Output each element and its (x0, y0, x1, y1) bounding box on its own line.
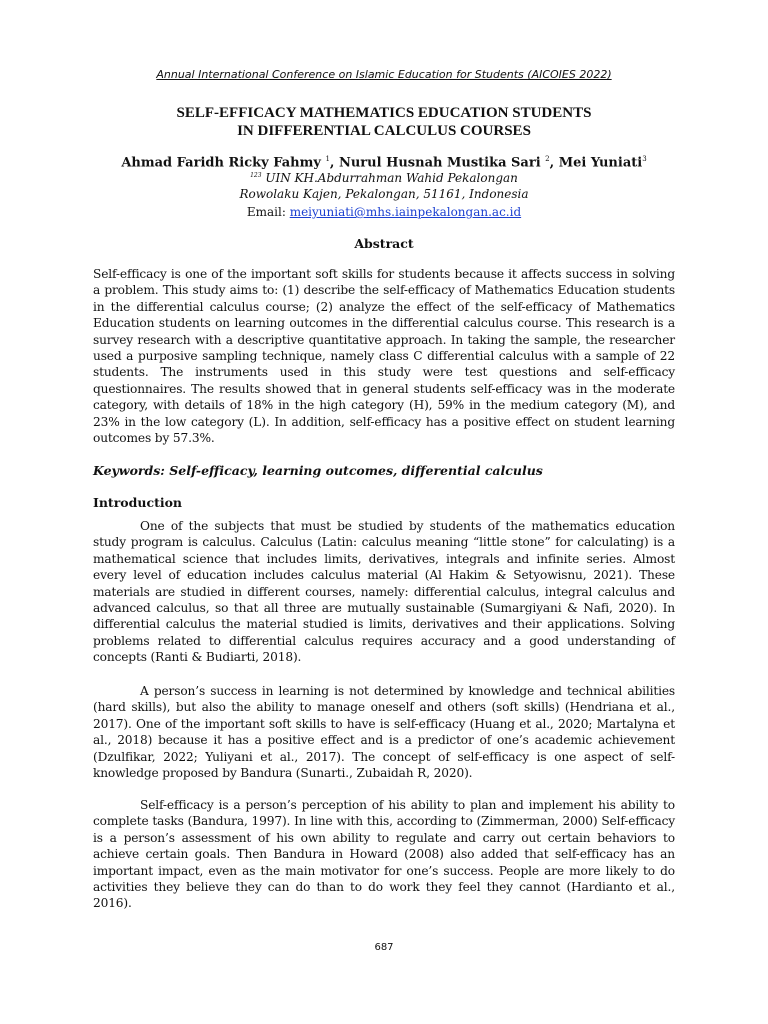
author-separator: , (329, 155, 339, 171)
author-list (0, 155, 768, 170)
introduction-paragraph-2: A person’s success in learning is not determined by knowledge and technical abilities (hard skills), but also the ability to manage oneself and others (soft skills) (Hendriana et al., 2017). One of the important soft skills to have is self-efficacy (Huang et al., 2020; Martalyna et al., 2018) because it has a positive effect and is a predictor of one’s academic achievement (Dzulfikar, 2022; Yuliyani et al., 2017). The concept of self-efficacy is one aspect of self-knowledge proposed by Bandura (Sunarti., Zubaidah R, 2020). (93, 684, 675, 781)
abstract-heading: Abstract (354, 236, 414, 251)
author-affil-mark: 3 (642, 155, 647, 163)
email-link[interactable]: meiyuniati@mhs.iainpekalongan.ac.id (289, 205, 522, 219)
author-affil-mark: 2 (545, 155, 550, 163)
author-name: Nurul Husnah Mustika Sari (338, 155, 546, 171)
abstract-text: Self-efficacy is one of the important soft skills for students because it affects success in solving a problem. This study aims to: (1) describe the self-efficacy of Mathematics Education students in the differential calculus course; (2) analyze the effect of the self-efficacy of Mathematics Education students on learning outcomes in the differential calculus course. This research is a survey research with a descriptive quantitative approach. In taking the sample, the researcher used a purposive sampling technique, namely class C differential calculus with a sample of 22 students. The instruments used in this study were test questions and self-efficacy questionnaires. The results showed that in general students self-efficacy was in the moderate category, with details of 18% in the high category (H), 59% in the medium category (M), and 23% in the low category (L). In addition, self-efficacy has a positive effect on student learning outcomes by 57.3%. (93, 267, 675, 446)
author-name: Ahmad Faridh Ricky Fahmy (121, 155, 326, 171)
keywords: Keywords: Self-efficacy, learning outcomes, differential calculus (93, 463, 543, 478)
title-line-2: IN DIFFERENTIAL CALCULUS COURSES (237, 123, 531, 139)
affiliation-marks: 123 (250, 172, 262, 179)
introduction-paragraph-3: Self-efficacy is a person’s perception of his ability to plan and implement his ability to complete tasks (Bandura, 1997). In line with this, according to (Zimmerman, 2000) Self-efficacy is a person’s assessment of his own ability to regulate and carry out certain behaviors to achieve certain goals. Then Bandura in Howard (2008) also added that self-efficacy has an important impact, even as the main motivator for one’s success. People are more likely to do activities they believe they can do than to do work they feel they cannot (Hardianto et al., 2016). (93, 798, 675, 911)
affiliation-institution (0, 171, 768, 185)
email-label: Email: (246, 205, 290, 219)
paper-title (0, 104, 768, 140)
affiliation-address: Rowolaku Kajen, Pekalongan, 51161, Indonesia (239, 187, 529, 201)
conference-header: Annual International Conference on Islamic Education for Students (AICOIES 2022) (156, 68, 612, 81)
author-name: Mei Yuniati (558, 155, 643, 171)
author-affil-mark: 1 (325, 155, 330, 163)
affiliation-name: UIN KH.Abdurrahman Wahid Pekalongan (261, 171, 518, 185)
email-line (0, 205, 768, 219)
author-separator: , (549, 155, 559, 171)
title-line-1: SELF-EFFICACY MATHEMATICS EDUCATION STUDENTS (176, 105, 592, 121)
page-number: 687 (374, 942, 394, 953)
introduction-paragraph-1: One of the subjects that must be studied by students of the mathematics education study program is calculus. Calculus (Latin: calculus meaning “little stone” for calculating) is a mathematical science that includes limits, derivatives, integrals and infinite series. Almost every level of education includes calculus material (Al Hakim & Setyowisnu, 2021). These materials are studied in different courses, namely: differential calculus, integral calculus and advanced calculus, so that all three are mutually sustainable (Sumargiyani & Nafi, 2020). In differential calculus the material studied is limits, derivatives and their applications. Solving problems related to differential calculus requires accuracy and a good understanding of concepts (Ranti & Budiarti, 2018). (93, 519, 675, 665)
introduction-heading: Introduction (93, 495, 183, 510)
